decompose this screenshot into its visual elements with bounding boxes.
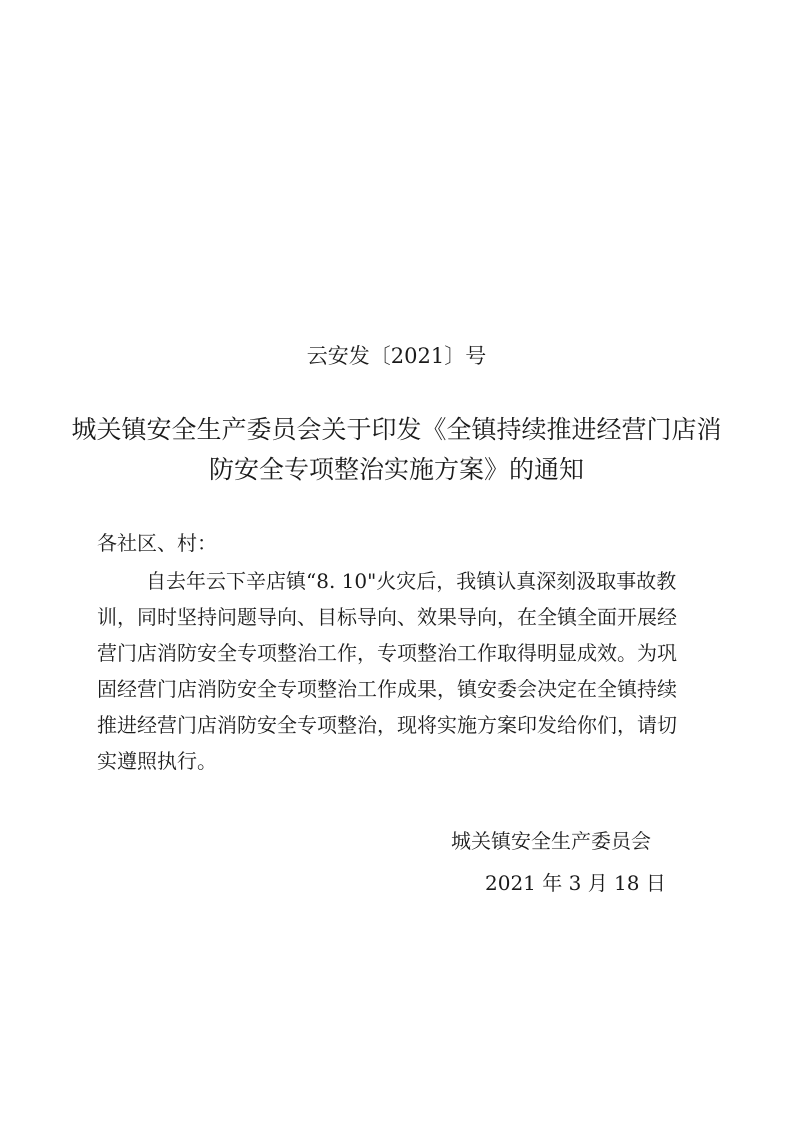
document-title [0, 410, 793, 490]
body-line: 实遵照执行。 [97, 749, 217, 773]
title-line: 防安全专项整治实施方案》的通知 [208, 455, 584, 484]
body-paragraph [97, 563, 717, 779]
title-line: 城关镇安全生产委员会关于印发《全镇持续推进经营门店消 [71, 415, 722, 444]
body-line: 营门店消防安全专项整治工作，专项整治工作取得明显成效。为巩 [97, 641, 677, 665]
body-line: 推进经营门店消防安全专项整治，现将实施方案印发给你们，请切 [97, 713, 677, 737]
issuer-signature: 城关镇安全生产委员会 [451, 829, 651, 853]
issue-date: 2021 年 3 月 18 日 [485, 871, 666, 895]
document-number: 云安发〔2021〕号 [306, 344, 487, 368]
salutation: 各社区、村： [97, 531, 217, 555]
body-line: 自去年云下辛店镇“8. 10"火灾后，我镇认真深刻汲取事故教 [146, 569, 677, 593]
body-line: 训，同时坚持问题导向、目标导向、效果导向，在全镇全面开展经 [97, 605, 677, 629]
body-line: 固经营门店消防安全专项整治工作成果，镇安委会决定在全镇持续 [97, 677, 677, 701]
